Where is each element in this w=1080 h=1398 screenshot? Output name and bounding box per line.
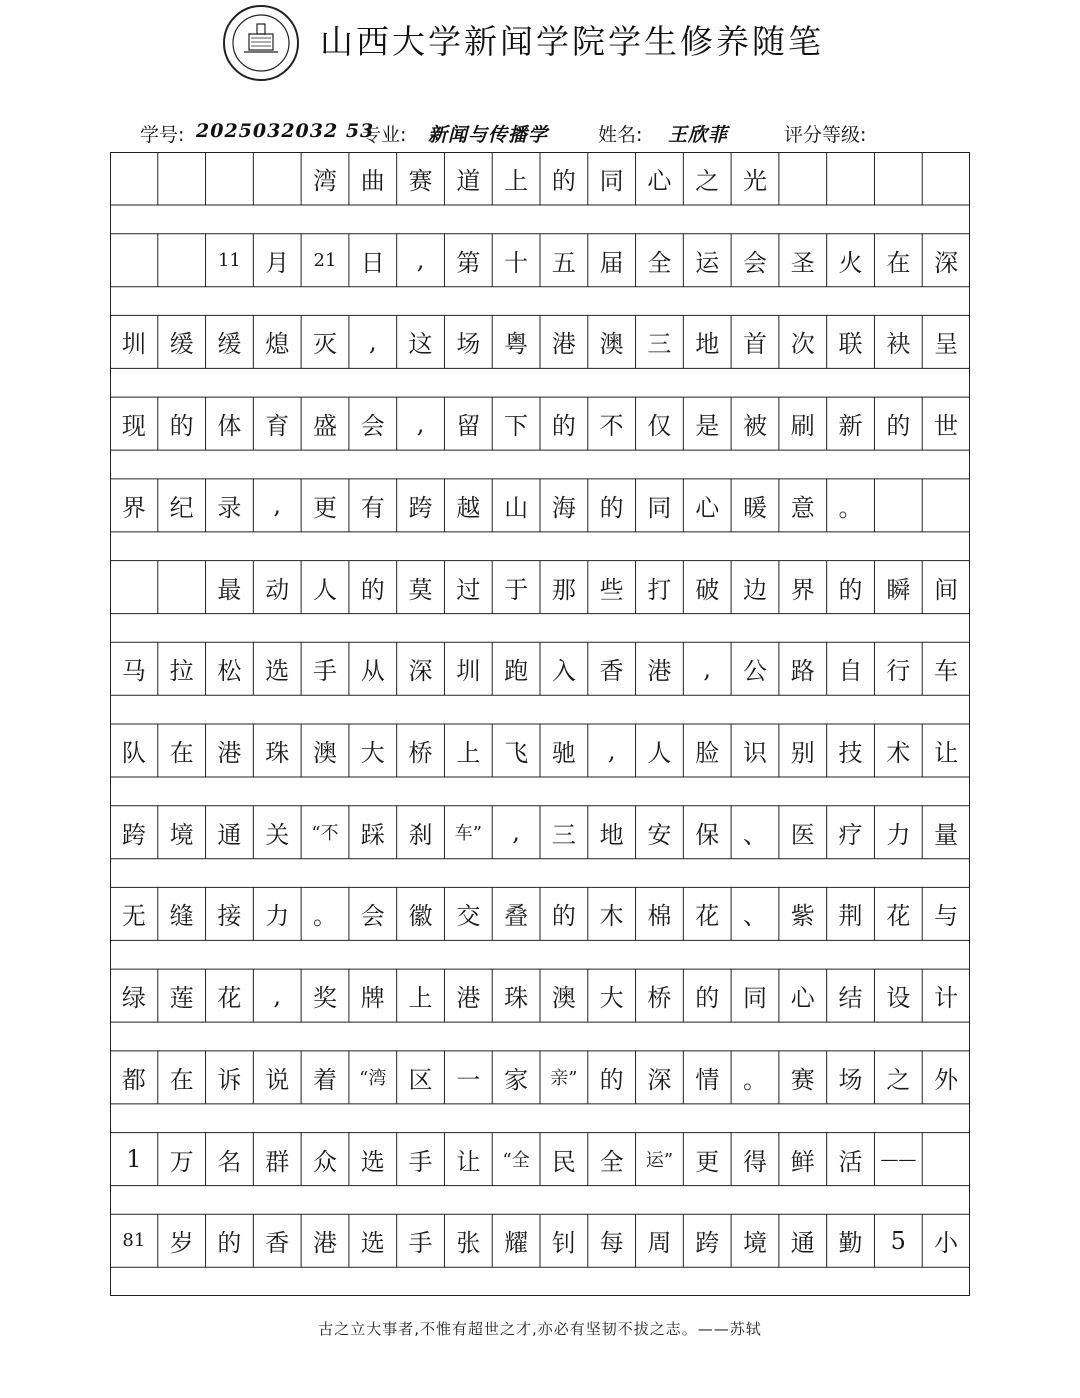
grid-cell: 越: [456, 493, 481, 522]
grid-cell: 下: [504, 412, 529, 441]
grid-cell: [158, 561, 206, 614]
grid-cell: ,: [607, 736, 616, 765]
grid-cell: 人: [647, 739, 672, 767]
grid-cell: 队: [121, 739, 146, 767]
grid-cell: 无: [121, 902, 146, 931]
grid-cell: 荆: [838, 902, 863, 931]
grid-cell: 之: [886, 1065, 911, 1094]
grid-cell: 桥: [647, 984, 672, 1013]
grid-cell: 诉: [217, 1065, 242, 1094]
grid-cell: 让: [456, 1147, 481, 1176]
grid-cell: 关: [265, 820, 290, 849]
grid-cell: 松: [217, 657, 242, 686]
grid-cell: 21: [313, 249, 337, 271]
grid-cell: 破: [695, 575, 720, 604]
grid-cell: 接: [217, 902, 242, 931]
grid-cell: 自: [838, 657, 863, 686]
grid-cell: 亲”: [550, 1068, 578, 1090]
grid-cell: [922, 479, 970, 532]
grid-cell: 与: [934, 902, 959, 931]
grid-cell: 公: [742, 657, 767, 686]
grid-cell: 踩: [360, 820, 385, 849]
grid-cell: 的: [217, 1229, 242, 1258]
grid-cell: 意: [790, 493, 815, 522]
grid-cell: 瞬: [886, 575, 911, 604]
grid-cell: 暖: [742, 493, 767, 522]
grid-cell: 车: [934, 657, 959, 686]
grid-cell: 车”: [454, 823, 482, 845]
grid-cell: 澳: [312, 739, 337, 767]
grid-cell: 马: [121, 657, 146, 686]
grid-cell: 周: [647, 1229, 672, 1258]
page-header: [0, 0, 1080, 100]
major-value: 新闻与传播学: [428, 124, 549, 146]
grid-cell: 不: [599, 412, 624, 441]
grid-cell: 大: [360, 739, 385, 767]
grid-cell: 地: [695, 330, 720, 359]
grid-cell: 三: [647, 330, 672, 359]
grid-cell: ,: [368, 327, 377, 356]
grid-cell: 运: [695, 248, 720, 277]
grid-cell: 技: [838, 739, 863, 767]
name-label: 姓名:: [598, 124, 643, 146]
grid-cell: 现: [121, 412, 146, 441]
grid-cell: 计: [934, 984, 959, 1013]
grid-cell: 通: [217, 820, 242, 849]
grid-cell: 港: [551, 330, 576, 359]
grid-cell: 万: [169, 1147, 194, 1176]
grid-cell: 在: [886, 248, 911, 277]
grid-cell: 手: [408, 1147, 433, 1176]
grid-cell: 拉: [169, 657, 194, 686]
grid-cell: 名: [217, 1147, 242, 1176]
grid-cell: “湾: [359, 1068, 387, 1090]
grid-cell: 三: [551, 820, 576, 849]
grid-cell: 活: [838, 1147, 863, 1176]
grid-cell: 这: [408, 330, 433, 359]
grid-cell: ,: [416, 246, 425, 275]
grid-cell: 联: [838, 330, 863, 359]
grid-cell: 纪: [169, 493, 194, 522]
grid-cell: 录: [217, 493, 242, 522]
grid-cell: 海: [551, 493, 576, 522]
grid-cell: 飞: [504, 739, 529, 767]
grid-cell: ,: [416, 409, 425, 438]
grid-cell: 情: [695, 1065, 720, 1094]
grid-cell: 说: [265, 1065, 290, 1094]
grid-cell: 上: [408, 984, 433, 1013]
grid-cell: [874, 479, 922, 532]
grid-cell: 木: [599, 902, 624, 931]
grid-cell: 花: [886, 902, 911, 931]
name-value: 王欣菲: [668, 124, 729, 146]
grid-cell: 境: [742, 1229, 767, 1258]
grid-cell: 场: [838, 1065, 863, 1094]
grid-cell: 刹: [408, 820, 433, 849]
grid-cell: 运”: [645, 1150, 674, 1172]
grid-cell: 。: [838, 493, 863, 522]
grid-cell: 山: [504, 493, 529, 522]
grid-cell: 跑: [504, 657, 529, 686]
footer-quote: 古之立大事者,不惟有超世之才,亦必有坚韧不拔之志。——苏轼: [318, 1320, 762, 1338]
grid-cell: “不: [311, 823, 339, 845]
grid-cell: 力: [886, 820, 911, 849]
grid-cell: 深: [647, 1065, 672, 1094]
grid-cell: 心: [647, 167, 672, 195]
grid-cell: 区: [408, 1065, 433, 1094]
grid-cell: 大: [599, 984, 624, 1013]
grid-cell: 疗: [838, 820, 863, 849]
grid-cell: 留: [456, 412, 481, 441]
grid-cell: 珠: [265, 739, 290, 767]
grid-cell: 更: [695, 1147, 720, 1176]
grid-cell: 手: [312, 657, 337, 686]
major-label: 专业:: [362, 124, 407, 146]
grid-cell: 别: [790, 739, 815, 767]
grid-cell: 仅: [647, 412, 672, 441]
grid-cell: 体: [217, 412, 242, 441]
grid-cell: 于: [504, 575, 529, 604]
grid-cell: 有: [360, 493, 385, 522]
grid-cell: 间: [934, 575, 959, 604]
grid-cell: 。: [312, 902, 337, 931]
grid-cell: 同: [742, 984, 767, 1013]
grid-cell: 的: [360, 575, 385, 604]
grid-cell: 地: [599, 820, 624, 849]
grid-cell: 熄: [265, 330, 290, 359]
grid-cell: [827, 152, 875, 205]
grid-cell: 深: [934, 248, 959, 277]
grid-cell: [158, 234, 206, 287]
grid-cell: 届: [599, 248, 624, 277]
grid-cell: 勤: [838, 1229, 863, 1258]
grid-cell: 选: [265, 657, 290, 686]
grid-cell: 湾: [312, 167, 337, 195]
grid-cell: 安: [647, 820, 672, 849]
grid-cell: 11: [217, 249, 241, 271]
grid-cell: 医: [790, 820, 815, 849]
student-info-line: [140, 120, 940, 150]
grid-cell: 一: [456, 1065, 481, 1094]
grid-cell: 得: [742, 1147, 767, 1176]
grid-cell: 港: [312, 1229, 337, 1258]
grid-cell: 保: [695, 820, 720, 849]
grid-cell: 交: [456, 902, 481, 931]
grid-cell: 莲: [169, 984, 194, 1013]
grid-cell: 外: [934, 1065, 959, 1094]
grid-cell: 每: [599, 1229, 624, 1258]
grid-cell: ——: [880, 1148, 917, 1170]
grid-cell: 紫: [790, 902, 815, 931]
grid-cell: 的: [599, 493, 624, 522]
grid-cell: 选: [360, 1147, 385, 1176]
grid-cell: 5: [890, 1226, 906, 1255]
grid-cell: 、: [742, 902, 767, 931]
page-title: 山西大学新闻学院学生修养随笔: [320, 22, 824, 61]
grid-cell: 心: [695, 493, 720, 522]
grid-cell: 力: [265, 902, 290, 931]
grid-cell: 、: [742, 820, 767, 849]
grid-cell: 鲜: [790, 1147, 815, 1176]
grid-cell: 第: [456, 248, 481, 277]
grid-cell: 都: [121, 1065, 146, 1094]
grid-cell: 众: [312, 1147, 337, 1176]
grid-cell: 从: [360, 657, 385, 686]
grid-cell: 缓: [217, 330, 242, 359]
grid-cell: 会: [742, 248, 767, 277]
grid-cell: 跨: [121, 820, 146, 849]
grid-cell: 呈: [934, 330, 959, 359]
grid-cell: [110, 234, 158, 287]
grid-cell: 圳: [456, 657, 481, 686]
grid-cell: 入: [551, 657, 576, 686]
grid-cell: 莫: [408, 575, 433, 604]
grid-cell: 澳: [599, 330, 624, 359]
grid-cell: 深: [408, 657, 433, 686]
grid-cell: 灭: [312, 330, 337, 359]
grid-cell: [206, 152, 254, 205]
grid-cell: 手: [408, 1229, 433, 1258]
grid-cell: 路: [790, 657, 815, 686]
grid-cell: 行: [886, 657, 911, 686]
grid-cell: 澳: [551, 984, 576, 1013]
grid-cell: 的: [838, 575, 863, 604]
grid-cell: 会: [360, 412, 385, 441]
grid-cell: 十: [504, 248, 529, 277]
grid-cell: 人: [312, 575, 337, 604]
grid-cell: 在: [169, 739, 194, 767]
grid-cell: 赛: [408, 167, 433, 195]
grid-cell: 打: [647, 575, 672, 604]
grid-cell: 的: [695, 984, 720, 1013]
grid-cell: 境: [169, 820, 194, 849]
grid-cell: 的: [169, 412, 194, 441]
grid-cell: 那: [551, 575, 576, 604]
grid-cell: 些: [599, 575, 624, 604]
grid-cell: 同: [599, 167, 624, 195]
grid-cell: 全: [599, 1147, 624, 1176]
grid-cell: ,: [273, 491, 282, 520]
grid-cell: 耀: [504, 1229, 529, 1258]
grid-cell: [253, 152, 301, 205]
grid-cell: 赛: [790, 1065, 815, 1094]
grid-cell: 棉: [647, 902, 672, 931]
grid-cell: 界: [790, 575, 815, 604]
grid-cell: 设: [886, 984, 911, 1013]
grid-cell: 在: [169, 1065, 194, 1094]
grid-cell: 量: [934, 820, 959, 849]
grid-cell: 跨: [408, 493, 433, 522]
grid-cell: 圣: [790, 248, 815, 277]
grid-cell: 的: [599, 1065, 624, 1094]
grid-cell: 日: [360, 248, 385, 277]
grid-cell: 场: [456, 330, 481, 359]
student-id-label: 学号:: [140, 124, 185, 146]
grid-cell: 新: [838, 412, 863, 441]
grid-cell: 育: [265, 412, 290, 441]
grid-cell: 脸: [695, 739, 720, 767]
grid-cell: 花: [217, 984, 242, 1013]
grid-cell: 让: [934, 739, 959, 767]
grid-cell: 五: [551, 248, 576, 277]
grid-cell: 月: [265, 248, 290, 277]
grid-cell: 驰: [551, 739, 576, 767]
grid-cell: 粤: [504, 330, 529, 359]
grid-cell: 心: [790, 984, 815, 1013]
grid-cell: 跨: [695, 1229, 720, 1258]
grid-cell: 次: [790, 330, 815, 359]
grid-cell: 1: [126, 1145, 142, 1174]
manuscript-grid: [110, 152, 970, 1296]
grid-cell: 的: [886, 412, 911, 441]
grid-cell: ,: [703, 654, 712, 683]
grid-cell: 过: [456, 575, 481, 604]
grid-cell: 上: [456, 739, 481, 767]
grid-cell: 的: [551, 412, 576, 441]
grid-cell: [158, 152, 206, 205]
grid-cell: 。: [742, 1065, 767, 1094]
grid-cell: 识: [742, 739, 767, 767]
grid-cell: 之: [695, 167, 720, 195]
grid-cell: 道: [456, 167, 481, 195]
grid-cell: 着: [312, 1065, 337, 1094]
grid-cell: 港: [647, 657, 672, 686]
grid-cell: 结: [838, 984, 863, 1013]
grid-cell: 桥: [408, 739, 433, 767]
grid-cell: 最: [217, 575, 242, 604]
grid-cell: 钊: [551, 1229, 576, 1258]
grid-cell: 港: [456, 984, 481, 1013]
grid-cell: ,: [273, 981, 282, 1010]
grid-cell: 会: [360, 902, 385, 931]
student-id-value: 2025032032 53: [196, 120, 375, 142]
grid-cell: 术: [886, 739, 911, 767]
grid-cell: 盛: [312, 412, 337, 441]
grid-cell: 民: [551, 1147, 576, 1176]
grid-cell: 袂: [886, 330, 911, 359]
grid-cell: 火: [838, 248, 863, 277]
grid-cell: 通: [790, 1229, 815, 1258]
grid-cell: 香: [265, 1229, 290, 1258]
grid-cell: 绿: [121, 984, 146, 1013]
grid-cell: 81: [122, 1230, 146, 1252]
grid-cell: 花: [695, 902, 720, 931]
grid-cell: 香: [599, 657, 624, 686]
university-seal-icon: [222, 4, 300, 82]
grid-cell: [110, 561, 158, 614]
grid-cell: 更: [312, 493, 337, 522]
grid-cell: 家: [504, 1065, 529, 1094]
grid-cell: 奖: [312, 984, 337, 1013]
grid-cell: 岁: [169, 1229, 194, 1258]
grid-cell: 世: [934, 412, 959, 441]
grid-cell: 珠: [504, 984, 529, 1013]
grid-cell: 徽: [408, 902, 433, 931]
grid-cell: 缝: [169, 902, 194, 931]
grid-cell: [779, 152, 827, 205]
grid-cell: 缓: [169, 330, 194, 359]
grid-cell: 全: [647, 248, 672, 277]
grid-cell: 是: [695, 412, 720, 441]
grid-cell: ,: [512, 818, 520, 847]
grid-cell: “全: [502, 1150, 530, 1172]
grid-cell: 同: [647, 493, 672, 522]
grid-cell: 的: [551, 902, 576, 931]
grade-label: 评分等级:: [784, 124, 867, 146]
grid-cell: [922, 1133, 970, 1186]
grid-cell: 刷: [790, 412, 815, 441]
grid-cell: 群: [265, 1147, 290, 1176]
grid-cell: 圳: [121, 330, 146, 359]
grid-cell: 港: [217, 739, 242, 767]
grid-cell: 动: [265, 575, 290, 604]
grid-cell: 上: [504, 167, 529, 195]
grid-cell: 首: [742, 330, 767, 359]
grid-cell: 曲: [360, 167, 385, 195]
grid-cell: [874, 152, 922, 205]
grid-cell: 光: [742, 167, 767, 195]
grid-cell: 边: [742, 575, 767, 604]
grid-cell: 的: [551, 167, 576, 195]
grid-cell: 被: [742, 412, 767, 441]
grid-cell: 牌: [360, 984, 385, 1013]
grid-cell: 叠: [504, 902, 529, 931]
grid-cell: [922, 152, 970, 205]
grid-cell: 小: [934, 1229, 959, 1258]
grid-cell: [110, 152, 158, 205]
grid-cell: 选: [360, 1229, 385, 1258]
grid-cell: 界: [121, 493, 146, 522]
grid-cell: 张: [456, 1229, 481, 1258]
